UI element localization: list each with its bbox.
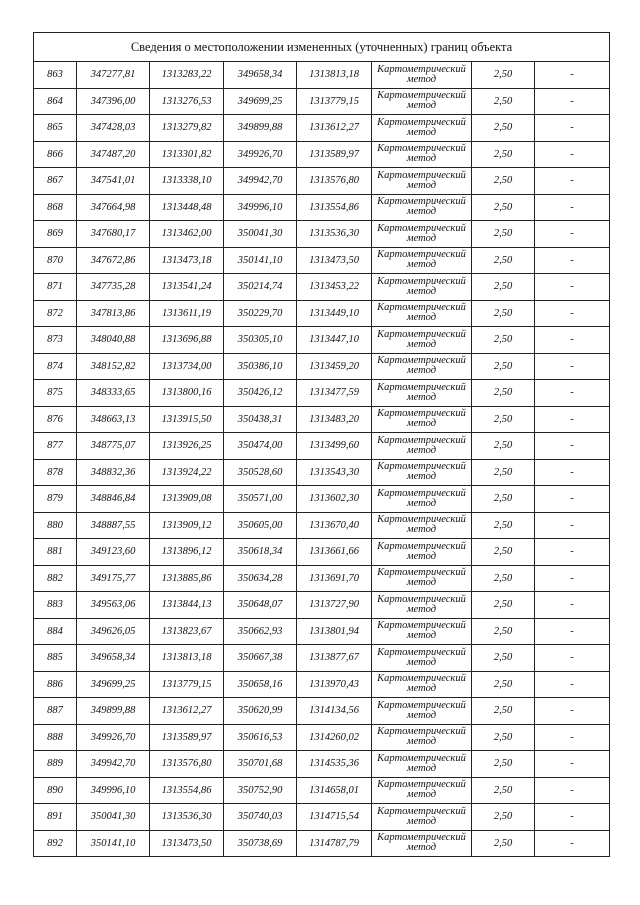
cell-x-old: 348333,65: [77, 380, 150, 407]
table-row: [34, 300, 610, 327]
cell-x-new: 350616,53: [224, 724, 297, 751]
cell-description: -: [535, 327, 610, 354]
table-row: [34, 115, 610, 142]
table-row: [34, 777, 610, 804]
cell-accuracy: 2,50: [472, 804, 535, 831]
cell-y-old: 1313589,97: [150, 724, 224, 751]
cell-x-old: 348887,55: [77, 512, 150, 539]
cell-y-old: 1313473,50: [150, 830, 224, 857]
cell-point-number: 892: [34, 830, 77, 857]
cell-accuracy: 2,50: [472, 830, 535, 857]
cell-method: Картометрический метод: [372, 724, 472, 751]
cell-point-number: 864: [34, 88, 77, 115]
cell-y-new: 1313449,10: [297, 300, 372, 327]
cell-x-old: 349563,06: [77, 592, 150, 619]
cell-x-old: 349175,77: [77, 565, 150, 592]
cell-method: Картометрический метод: [372, 671, 472, 698]
cell-x-old: 347813,86: [77, 300, 150, 327]
cell-point-number: 887: [34, 698, 77, 725]
cell-point-number: 888: [34, 724, 77, 751]
cell-description: -: [535, 777, 610, 804]
cell-description: -: [535, 274, 610, 301]
cell-description: -: [535, 645, 610, 672]
cell-x-new: 350648,07: [224, 592, 297, 619]
cell-y-new: 1313576,80: [297, 168, 372, 195]
cell-point-number: 865: [34, 115, 77, 142]
cell-point-number: 890: [34, 777, 77, 804]
cell-y-new: 1314260,02: [297, 724, 372, 751]
cell-point-number: 883: [34, 592, 77, 619]
cell-x-old: 349626,05: [77, 618, 150, 645]
cell-x-old: 348663,13: [77, 406, 150, 433]
cell-accuracy: 2,50: [472, 300, 535, 327]
cell-y-new: 1314787,79: [297, 830, 372, 857]
cell-method: Картометрический метод: [372, 300, 472, 327]
table-row: [34, 380, 610, 407]
cell-x-old: 350041,30: [77, 804, 150, 831]
cell-point-number: 889: [34, 751, 77, 778]
cell-accuracy: 2,50: [472, 751, 535, 778]
cell-y-old: 1313576,80: [150, 751, 224, 778]
cell-method: Картометрический метод: [372, 618, 472, 645]
cell-method: Картометрический метод: [372, 512, 472, 539]
cell-y-old: 1313612,27: [150, 698, 224, 725]
cell-y-old: 1313926,25: [150, 433, 224, 460]
cell-accuracy: 2,50: [472, 115, 535, 142]
cell-method: Картометрический метод: [372, 221, 472, 248]
table-row: [34, 459, 610, 486]
cell-y-old: 1313301,82: [150, 141, 224, 168]
cell-y-new: 1313670,40: [297, 512, 372, 539]
cell-x-old: 347680,17: [77, 221, 150, 248]
cell-y-old: 1313541,24: [150, 274, 224, 301]
cell-point-number: 876: [34, 406, 77, 433]
cell-x-new: 350605,00: [224, 512, 297, 539]
cell-x-old: 349942,70: [77, 751, 150, 778]
cell-description: -: [535, 565, 610, 592]
cell-x-old: 347428,03: [77, 115, 150, 142]
cell-description: -: [535, 168, 610, 195]
cell-y-new: 1313447,10: [297, 327, 372, 354]
cell-x-new: 350141,10: [224, 247, 297, 274]
cell-y-new: 1313691,70: [297, 565, 372, 592]
cell-y-new: 1314535,36: [297, 751, 372, 778]
cell-x-old: 348040,88: [77, 327, 150, 354]
cell-accuracy: 2,50: [472, 592, 535, 619]
cell-accuracy: 2,50: [472, 459, 535, 486]
cell-description: -: [535, 141, 610, 168]
cell-y-new: 1313473,50: [297, 247, 372, 274]
cell-x-old: 349926,70: [77, 724, 150, 751]
cell-description: -: [535, 62, 610, 89]
cell-x-new: 349658,34: [224, 62, 297, 89]
cell-y-old: 1313279,82: [150, 115, 224, 142]
cell-accuracy: 2,50: [472, 777, 535, 804]
cell-description: -: [535, 247, 610, 274]
table-body: [34, 33, 610, 857]
cell-y-new: 1313602,30: [297, 486, 372, 513]
cell-method: Картометрический метод: [372, 168, 472, 195]
cell-y-new: 1313453,22: [297, 274, 372, 301]
cell-description: -: [535, 512, 610, 539]
cell-y-new: 1313661,66: [297, 539, 372, 566]
cell-x-new: 350305,10: [224, 327, 297, 354]
cell-y-old: 1313734,00: [150, 353, 224, 380]
cell-method: Картометрический метод: [372, 141, 472, 168]
cell-point-number: 884: [34, 618, 77, 645]
table-row: [34, 804, 610, 831]
cell-description: -: [535, 671, 610, 698]
cell-y-old: 1313536,30: [150, 804, 224, 831]
table-row: [34, 194, 610, 221]
cell-y-new: 1313801,94: [297, 618, 372, 645]
cell-method: Картометрический метод: [372, 406, 472, 433]
cell-x-old: 347277,81: [77, 62, 150, 89]
table-row: [34, 698, 610, 725]
cell-x-old: 348846,84: [77, 486, 150, 513]
table-row: [34, 539, 610, 566]
cell-accuracy: 2,50: [472, 433, 535, 460]
cell-accuracy: 2,50: [472, 512, 535, 539]
cell-method: Картометрический метод: [372, 645, 472, 672]
cell-x-old: 347672,86: [77, 247, 150, 274]
cell-x-old: 347735,28: [77, 274, 150, 301]
table-row: [34, 645, 610, 672]
cell-y-new: 1313877,67: [297, 645, 372, 672]
cell-method: Картометрический метод: [372, 274, 472, 301]
cell-x-new: 350620,99: [224, 698, 297, 725]
cell-point-number: 881: [34, 539, 77, 566]
table-row: [34, 512, 610, 539]
boundary-table: [33, 32, 610, 857]
cell-x-new: 350667,38: [224, 645, 297, 672]
cell-point-number: 879: [34, 486, 77, 513]
table-title: Сведения о местоположении измененных (уточненных) границ объекта: [34, 33, 610, 62]
cell-accuracy: 2,50: [472, 327, 535, 354]
cell-y-old: 1313915,50: [150, 406, 224, 433]
cell-x-new: 350662,93: [224, 618, 297, 645]
cell-description: -: [535, 618, 610, 645]
cell-x-old: 349658,34: [77, 645, 150, 672]
cell-x-new: 350528,60: [224, 459, 297, 486]
cell-y-old: 1313844,13: [150, 592, 224, 619]
cell-y-old: 1313909,12: [150, 512, 224, 539]
table-row: [34, 486, 610, 513]
cell-y-new: 1314715,54: [297, 804, 372, 831]
cell-accuracy: 2,50: [472, 88, 535, 115]
cell-x-new: 350618,34: [224, 539, 297, 566]
cell-y-new: 1313779,15: [297, 88, 372, 115]
cell-y-old: 1313473,18: [150, 247, 224, 274]
cell-description: -: [535, 539, 610, 566]
cell-description: -: [535, 459, 610, 486]
cell-x-old: 349899,88: [77, 698, 150, 725]
table-row: [34, 671, 610, 698]
cell-description: -: [535, 88, 610, 115]
cell-description: -: [535, 592, 610, 619]
cell-description: -: [535, 433, 610, 460]
cell-x-new: 350571,00: [224, 486, 297, 513]
cell-description: -: [535, 380, 610, 407]
cell-x-new: 350214,74: [224, 274, 297, 301]
cell-x-old: 349699,25: [77, 671, 150, 698]
cell-y-new: 1314658,01: [297, 777, 372, 804]
cell-x-new: 350738,69: [224, 830, 297, 857]
cell-y-old: 1313338,10: [150, 168, 224, 195]
table-row: [34, 433, 610, 460]
cell-x-new: 349996,10: [224, 194, 297, 221]
table-row: [34, 88, 610, 115]
cell-x-new: 350229,70: [224, 300, 297, 327]
cell-x-new: 350752,90: [224, 777, 297, 804]
table-header-row: [34, 33, 610, 62]
table-row: [34, 618, 610, 645]
cell-y-old: 1313283,22: [150, 62, 224, 89]
table-row: [34, 751, 610, 778]
cell-point-number: 874: [34, 353, 77, 380]
cell-accuracy: 2,50: [472, 698, 535, 725]
cell-x-new: 350386,10: [224, 353, 297, 380]
cell-point-number: 872: [34, 300, 77, 327]
cell-y-new: 1313499,60: [297, 433, 372, 460]
cell-x-new: 350740,03: [224, 804, 297, 831]
cell-point-number: 871: [34, 274, 77, 301]
cell-x-new: 350426,12: [224, 380, 297, 407]
cell-x-new: 349699,25: [224, 88, 297, 115]
cell-description: -: [535, 221, 610, 248]
table-row: [34, 353, 610, 380]
cell-method: Картометрический метод: [372, 459, 472, 486]
table-row: [34, 168, 610, 195]
cell-point-number: 866: [34, 141, 77, 168]
cell-description: -: [535, 353, 610, 380]
cell-accuracy: 2,50: [472, 168, 535, 195]
cell-x-new: 350701,68: [224, 751, 297, 778]
cell-method: Картометрический метод: [372, 830, 472, 857]
cell-point-number: 868: [34, 194, 77, 221]
cell-x-old: 347487,20: [77, 141, 150, 168]
cell-point-number: 878: [34, 459, 77, 486]
cell-point-number: 886: [34, 671, 77, 698]
cell-x-old: 349996,10: [77, 777, 150, 804]
cell-accuracy: 2,50: [472, 380, 535, 407]
table-row: [34, 141, 610, 168]
cell-y-new: 1313970,43: [297, 671, 372, 698]
cell-point-number: 891: [34, 804, 77, 831]
cell-y-new: 1313543,30: [297, 459, 372, 486]
cell-y-new: 1313477,59: [297, 380, 372, 407]
cell-x-old: 349123,60: [77, 539, 150, 566]
cell-x-new: 350438,31: [224, 406, 297, 433]
cell-x-new: 350474,00: [224, 433, 297, 460]
cell-accuracy: 2,50: [472, 194, 535, 221]
cell-method: Картометрический метод: [372, 592, 472, 619]
cell-y-old: 1313896,12: [150, 539, 224, 566]
cell-method: Картометрический метод: [372, 88, 472, 115]
cell-y-old: 1313885,86: [150, 565, 224, 592]
cell-description: -: [535, 194, 610, 221]
cell-y-old: 1313611,19: [150, 300, 224, 327]
cell-y-old: 1313448,48: [150, 194, 224, 221]
cell-y-old: 1313696,88: [150, 327, 224, 354]
cell-y-old: 1313924,22: [150, 459, 224, 486]
cell-accuracy: 2,50: [472, 539, 535, 566]
cell-x-old: 348775,07: [77, 433, 150, 460]
cell-y-old: 1313813,18: [150, 645, 224, 672]
cell-point-number: 863: [34, 62, 77, 89]
cell-y-new: 1313813,18: [297, 62, 372, 89]
cell-x-old: 348832,36: [77, 459, 150, 486]
cell-accuracy: 2,50: [472, 565, 535, 592]
cell-x-new: 349899,88: [224, 115, 297, 142]
cell-method: Картометрический метод: [372, 353, 472, 380]
cell-method: Картометрический метод: [372, 247, 472, 274]
cell-x-old: 347541,01: [77, 168, 150, 195]
table-row: [34, 724, 610, 751]
cell-accuracy: 2,50: [472, 486, 535, 513]
cell-point-number: 885: [34, 645, 77, 672]
cell-x-old: 348152,82: [77, 353, 150, 380]
cell-description: -: [535, 300, 610, 327]
table-row: [34, 592, 610, 619]
cell-y-new: 1313612,27: [297, 115, 372, 142]
cell-y-new: 1313536,30: [297, 221, 372, 248]
cell-x-new: 349926,70: [224, 141, 297, 168]
cell-accuracy: 2,50: [472, 62, 535, 89]
table-row: [34, 221, 610, 248]
cell-description: -: [535, 406, 610, 433]
cell-method: Картометрический метод: [372, 751, 472, 778]
cell-point-number: 873: [34, 327, 77, 354]
table-row: [34, 247, 610, 274]
cell-point-number: 877: [34, 433, 77, 460]
cell-accuracy: 2,50: [472, 141, 535, 168]
cell-y-old: 1313800,16: [150, 380, 224, 407]
cell-method: Картометрический метод: [372, 194, 472, 221]
cell-description: -: [535, 830, 610, 857]
cell-accuracy: 2,50: [472, 618, 535, 645]
cell-y-old: 1313462,00: [150, 221, 224, 248]
cell-y-old: 1313909,08: [150, 486, 224, 513]
cell-description: -: [535, 724, 610, 751]
cell-point-number: 882: [34, 565, 77, 592]
cell-y-old: 1313276,53: [150, 88, 224, 115]
cell-y-new: 1314134,56: [297, 698, 372, 725]
cell-y-new: 1313459,20: [297, 353, 372, 380]
cell-method: Картометрический метод: [372, 804, 472, 831]
cell-accuracy: 2,50: [472, 274, 535, 301]
cell-x-new: 349942,70: [224, 168, 297, 195]
cell-accuracy: 2,50: [472, 406, 535, 433]
cell-y-new: 1313589,97: [297, 141, 372, 168]
cell-point-number: 870: [34, 247, 77, 274]
cell-x-new: 350658,16: [224, 671, 297, 698]
cell-y-new: 1313554,86: [297, 194, 372, 221]
cell-description: -: [535, 486, 610, 513]
cell-y-new: 1313727,90: [297, 592, 372, 619]
cell-method: Картометрический метод: [372, 539, 472, 566]
cell-method: Картометрический метод: [372, 433, 472, 460]
cell-method: Картометрический метод: [372, 565, 472, 592]
cell-accuracy: 2,50: [472, 671, 535, 698]
cell-method: Картометрический метод: [372, 115, 472, 142]
cell-description: -: [535, 751, 610, 778]
cell-accuracy: 2,50: [472, 353, 535, 380]
table-row: [34, 565, 610, 592]
table-row: [34, 830, 610, 857]
cell-x-old: 347396,00: [77, 88, 150, 115]
cell-point-number: 869: [34, 221, 77, 248]
cell-y-old: 1313823,67: [150, 618, 224, 645]
cell-accuracy: 2,50: [472, 645, 535, 672]
cell-x-new: 350041,30: [224, 221, 297, 248]
cell-description: -: [535, 804, 610, 831]
cell-description: -: [535, 698, 610, 725]
cell-accuracy: 2,50: [472, 724, 535, 751]
cell-method: Картометрический метод: [372, 486, 472, 513]
cell-x-old: 350141,10: [77, 830, 150, 857]
cell-description: -: [535, 115, 610, 142]
cell-y-old: 1313779,15: [150, 671, 224, 698]
cell-point-number: 880: [34, 512, 77, 539]
table-row: [34, 62, 610, 89]
cell-point-number: 875: [34, 380, 77, 407]
cell-y-old: 1313554,86: [150, 777, 224, 804]
cell-method: Картометрический метод: [372, 777, 472, 804]
cell-accuracy: 2,50: [472, 247, 535, 274]
cell-method: Картометрический метод: [372, 62, 472, 89]
table-row: [34, 274, 610, 301]
table-row: [34, 406, 610, 433]
table-row: [34, 327, 610, 354]
cell-x-new: 350634,28: [224, 565, 297, 592]
cell-method: Картометрический метод: [372, 380, 472, 407]
cell-point-number: 867: [34, 168, 77, 195]
cell-method: Картометрический метод: [372, 327, 472, 354]
cell-method: Картометрический метод: [372, 698, 472, 725]
cell-accuracy: 2,50: [472, 221, 535, 248]
cell-x-old: 347664,98: [77, 194, 150, 221]
cell-y-new: 1313483,20: [297, 406, 372, 433]
